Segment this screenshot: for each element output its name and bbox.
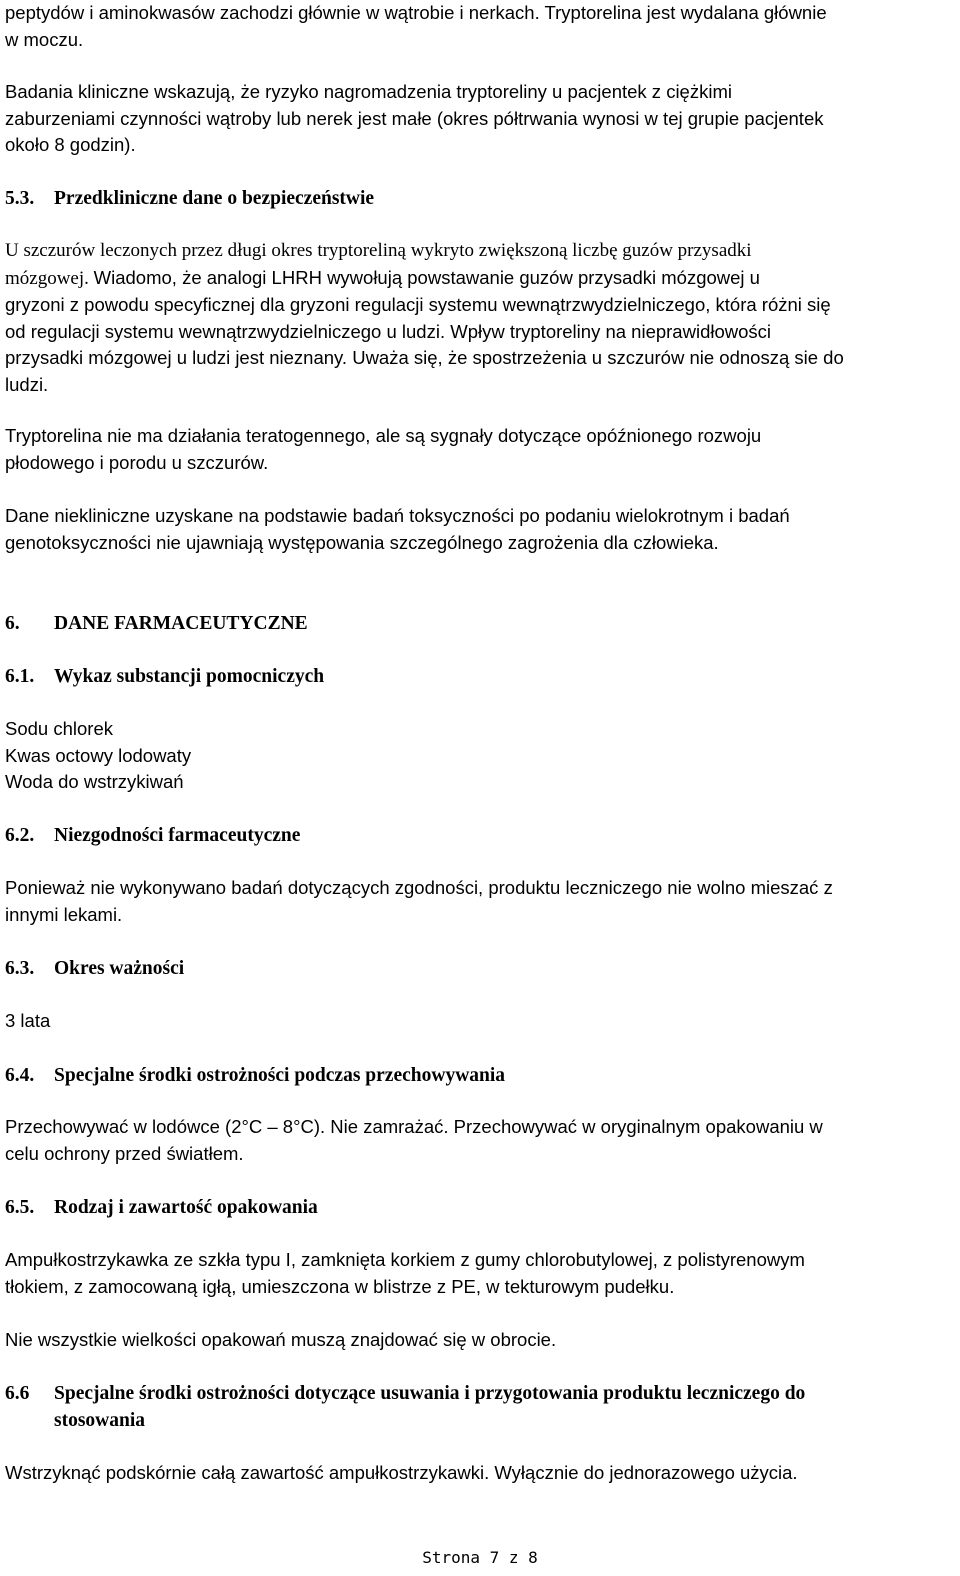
text-line: tłokiem, z zamocowaną igłą, umieszczona w blistrze z PE, w tekturowym pudełku. <box>5 1275 675 1297</box>
section-title: Rodzaj i zawartość opakowania <box>54 1197 318 1218</box>
section-6-6-paragraph <box>5 1460 953 1487</box>
section-number: 6.6 <box>5 1383 30 1404</box>
section-6-5-paragraph-1 <box>5 1247 953 1300</box>
text-fragment: Wiadomo, że analogi LHRH wywołują powstawanie guzów przysadki mózgowej u <box>93 266 760 288</box>
section-title: Specjalne środki ostrożności podczas przechowywania <box>54 1065 506 1086</box>
section-title: Przedkliniczne dane o bezpieczeństwie <box>54 188 375 209</box>
text-line: Dane niekliniczne uzyskane na podstawie badań toksyczności po podaniu wielokrotnym i badań <box>5 505 790 526</box>
section-title-line: Specjalne środki ostrożności dotyczące usuwania i przygotowania produktu leczniczego do <box>54 1383 806 1404</box>
text-line: ludzi. <box>5 373 49 395</box>
section-title: Okres ważności <box>54 958 185 979</box>
section-title-line: stosowania <box>54 1410 146 1431</box>
text-line: Nie wszystkie wielkości opakowań muszą znajdować się w obrocie. <box>5 1329 557 1350</box>
text-line: Badania kliniczne wskazują, że ryzyko nagromadzenia tryptoreliny u pacjentek z ciężkimi <box>5 81 732 102</box>
text-line: 3 lata <box>5 1010 51 1031</box>
text-line: Wstrzyknąć podskórnie całą zawartość ampułkostrzykawki. Wyłącznie do jednorazowego użycia. <box>5 1462 798 1483</box>
text-line: Ampułkostrzykawka ze szkła typu I, zamknięta korkiem z gumy chlorobutylowej, z polistyrenowym <box>5 1249 805 1270</box>
section-6-2-paragraph <box>5 875 953 928</box>
section-number: 6.3. <box>5 958 35 979</box>
text-line: peptydów i aminokwasów zachodzi głównie w wątrobie i nerkach. Tryptorelina jest wydalana głównie <box>5 2 827 23</box>
text-line: U szczurów leczonych przez długi okres tryptoreliną wykryto zwiększoną liczbę guzów przysadki <box>5 240 752 261</box>
section-6-5-paragraph-2 <box>5 1327 953 1354</box>
section-number: 6.2. <box>5 825 35 846</box>
section-5-3-paragraph-3 <box>5 503 953 556</box>
text-line: gryzoni z powodu specyficznej dla gryzoni regulacji systemu wewnątrzwydzielniczego, która różni się <box>5 294 831 315</box>
section-number: 5.3. <box>5 188 35 209</box>
section-number: 6. <box>5 613 20 634</box>
text-line: około 8 godzin). <box>5 134 136 155</box>
text-line: genotoksyczności nie ujawniają występowania szczególnego zagrożenia dla człowieka. <box>5 531 719 553</box>
excipients-list <box>5 716 953 796</box>
text-line: innymi lekami. <box>5 903 123 925</box>
section-number: 6.4. <box>5 1065 35 1086</box>
text-line: Tryptorelina nie ma działania teratogennego, ale są sygnały dotyczące opóźnionego rozwoju <box>5 425 762 446</box>
section-title: Wykaz substancji pomocniczych <box>54 666 325 687</box>
section-5-3-paragraph-2 <box>5 423 953 476</box>
section-number: 6.1. <box>5 666 35 687</box>
intro-paragraph-2 <box>5 79 953 159</box>
page-number-label: Strona 7 z 8 <box>422 1548 538 1567</box>
shelf-life-text <box>5 1008 953 1035</box>
text-line: celu ochrony przed światłem. <box>5 1142 244 1164</box>
section-6-4-paragraph <box>5 1114 953 1167</box>
section-title: Niezgodności farmaceutyczne <box>54 825 301 846</box>
list-item: Sodu chlorek <box>5 718 113 739</box>
text-line: przysadki mózgowej u ludzi jest nieznany. Uważa się, że spostrzeżenia u szczurów nie odnoszą sie do <box>5 347 844 368</box>
text-line: od regulacji systemu wewnątrzwydzielniczego u ludzi. Wpływ tryptoreliny na nieprawidłowości <box>5 320 772 342</box>
text-fragment: mózgowej. <box>5 267 89 289</box>
text-line: w moczu. <box>5 28 84 50</box>
section-5-3-paragraph-1 <box>5 238 953 398</box>
page-footer <box>0 1548 960 1568</box>
list-item: Woda do wstrzykiwań <box>5 771 184 792</box>
section-number: 6.5. <box>5 1197 35 1218</box>
text-line: Ponieważ nie wykonywano badań dotyczących zgodności, produktu leczniczego nie wolno mieszać z <box>5 877 833 898</box>
list-item: Kwas octowy lodowaty <box>5 744 192 766</box>
text-line: płodowego i porodu u szczurów. <box>5 451 269 473</box>
intro-paragraph-1 <box>5 0 953 53</box>
section-title: DANE FARMACEUTYCZNE <box>54 613 308 634</box>
section-title <box>54 1380 953 1434</box>
text-line: Przechowywać w lodówce (2°C – 8°C). Nie zamrażać. Przechowywać w oryginalnym opakowaniu w <box>5 1116 823 1137</box>
text-line-mixed <box>5 265 953 293</box>
text-line: zaburzeniami czynności wątroby lub nerek jest małe (okres półtrwania wynosi w tej grupie pacjentek <box>5 107 824 129</box>
